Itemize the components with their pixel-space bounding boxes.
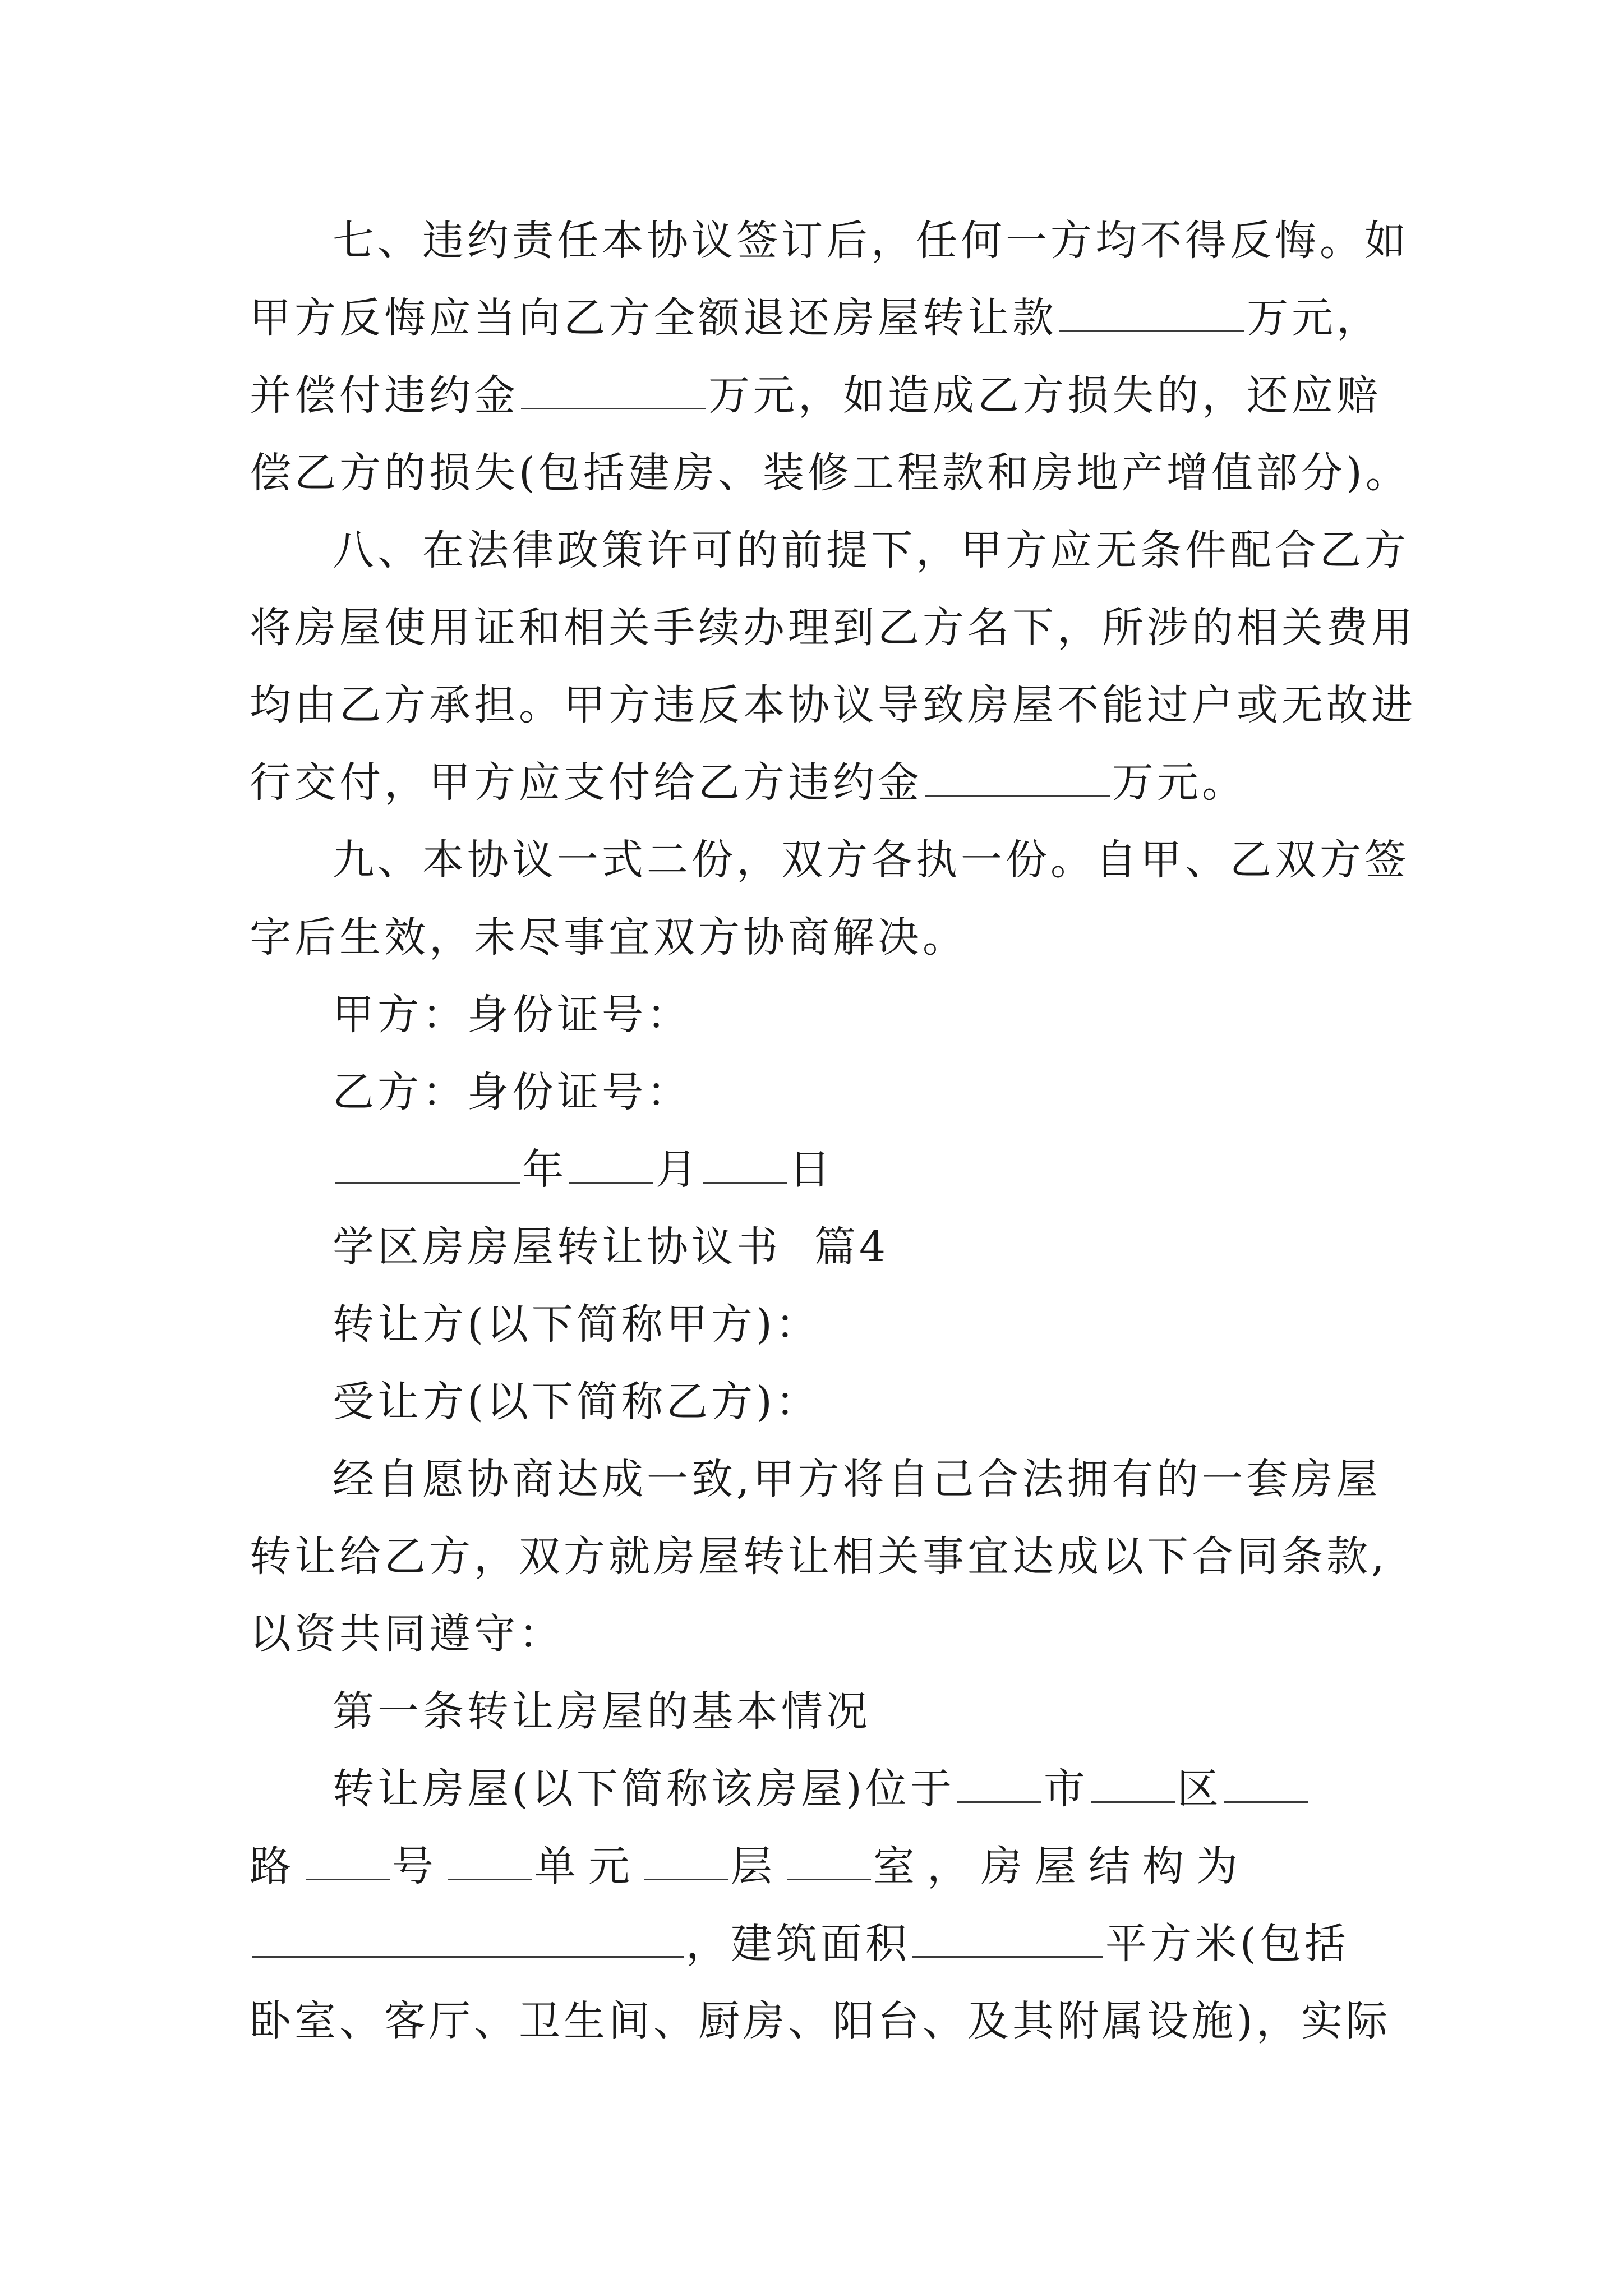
area-blank [912, 1918, 1103, 1958]
month-label: 月 [656, 1145, 700, 1194]
article-7-line-4: 偿乙方的损失(包括建房、装修工程款和房地产增值部分)。 [250, 449, 1410, 497]
road-blank [1224, 1764, 1308, 1803]
transferor-line: 转让方(以下简称甲方)： [333, 1300, 820, 1349]
article-7-line-3 [250, 357, 1380, 434]
unit-label: 单元 [534, 1842, 642, 1890]
day-blank [703, 1144, 787, 1184]
day-label: 日 [789, 1145, 834, 1194]
article-7-line-2 [250, 279, 1380, 357]
intro-line-1: 经自愿协商达成一致,甲方将自己合法拥有的一套房屋 [333, 1455, 1381, 1503]
unit-blank [448, 1841, 532, 1880]
floor-blank [644, 1841, 728, 1880]
article-8-line-4-unit: 万元。 [1112, 758, 1247, 807]
clause-1 [250, 1750, 1391, 2060]
clause-1-line-4: 卧室、客厅、卫生间、厨房、阳台、及其附属设施)，实际 [250, 1997, 1391, 2045]
document-page [250, 202, 1416, 2060]
article-8 [250, 512, 1416, 821]
number-label: 号 [392, 1842, 446, 1890]
road-label: 路 [250, 1842, 303, 1890]
date-line [250, 1131, 1380, 1208]
article-8-line-3: 均由乙方承担。甲方违反本协议导致房屋不能过户或无故进 [250, 681, 1416, 729]
article-7-line-3-text: 并偿付违约金 [250, 371, 519, 420]
room-blank [787, 1841, 871, 1880]
area-unit-label: 平方米(包括 [1105, 1920, 1349, 1968]
year-blank [335, 1144, 520, 1184]
article-8-line-2: 将房屋使用证和相关手续办理到乙方名下，所涉的相关费用 [250, 604, 1416, 652]
penalty-amount-blank [521, 370, 706, 409]
article-7-line-2-text: 甲方反悔应当向乙方全额退还房屋转让款 [250, 294, 1057, 342]
room-structure-label: 室，房屋结构为 [873, 1842, 1250, 1890]
article-9 [250, 821, 1409, 976]
article-7-line-2-unit: 万元， [1247, 294, 1381, 342]
party-b-signature: 乙方：身份证号： [333, 1068, 691, 1116]
district-label: 区 [1177, 1765, 1222, 1813]
district-blank [1091, 1764, 1175, 1803]
year-label: 年 [522, 1145, 567, 1194]
structure-blank [252, 1918, 684, 1958]
floor-label: 层 [731, 1842, 785, 1890]
clause-1-line-1 [250, 1750, 1380, 1828]
clause-1-location-text: 转让房屋(以下简称该房屋)位于 [333, 1765, 955, 1813]
intro-line-3: 以资共同遵守： [250, 1610, 564, 1658]
city-label: 市 [1043, 1765, 1089, 1813]
article-8-line-1: 八、在法律政策许可的前提下，甲方应无条件配合乙方 [333, 526, 1409, 574]
intro-line-2: 转让给乙方，双方就房屋转让相关事宜达成以下合同条款, [250, 1533, 1388, 1581]
refund-amount-blank [1059, 293, 1244, 332]
intro-paragraph [250, 1441, 1388, 1673]
article-7-line-1: 七、违约责任本协议签订后，任何一方均不得反悔。如 [333, 217, 1409, 265]
article-7 [250, 202, 1410, 512]
party-a-signature: 甲方：身份证号： [333, 991, 691, 1039]
clause-1-line-2 [250, 1828, 1380, 1905]
city-blank [957, 1764, 1041, 1803]
area-label: ，建筑面积 [686, 1920, 910, 1968]
default-penalty-blank [925, 757, 1110, 797]
month-blank [569, 1144, 653, 1184]
transferee-line: 受让方(以下简称乙方)： [333, 1378, 820, 1426]
number-blank [306, 1841, 390, 1880]
section-title: 学区房房屋转让协议书 篇4 [333, 1223, 889, 1271]
article-9-line-2: 字后生效，未尽事宜双方协商解决。 [250, 913, 967, 961]
clause-1-line-3 [250, 1905, 1380, 1982]
article-8-line-4-text: 行交付，甲方应支付给乙方违约金 [250, 758, 923, 807]
article-7-line-3-rest: 万元，如造成乙方损失的，还应赔 [708, 371, 1381, 420]
article-9-line-1: 九、本协议一式二份，双方各执一份。自甲、乙双方签 [333, 836, 1409, 884]
article-8-line-4 [250, 744, 1380, 821]
clause-1-title: 第一条转让房屋的基本情况 [333, 1687, 871, 1736]
